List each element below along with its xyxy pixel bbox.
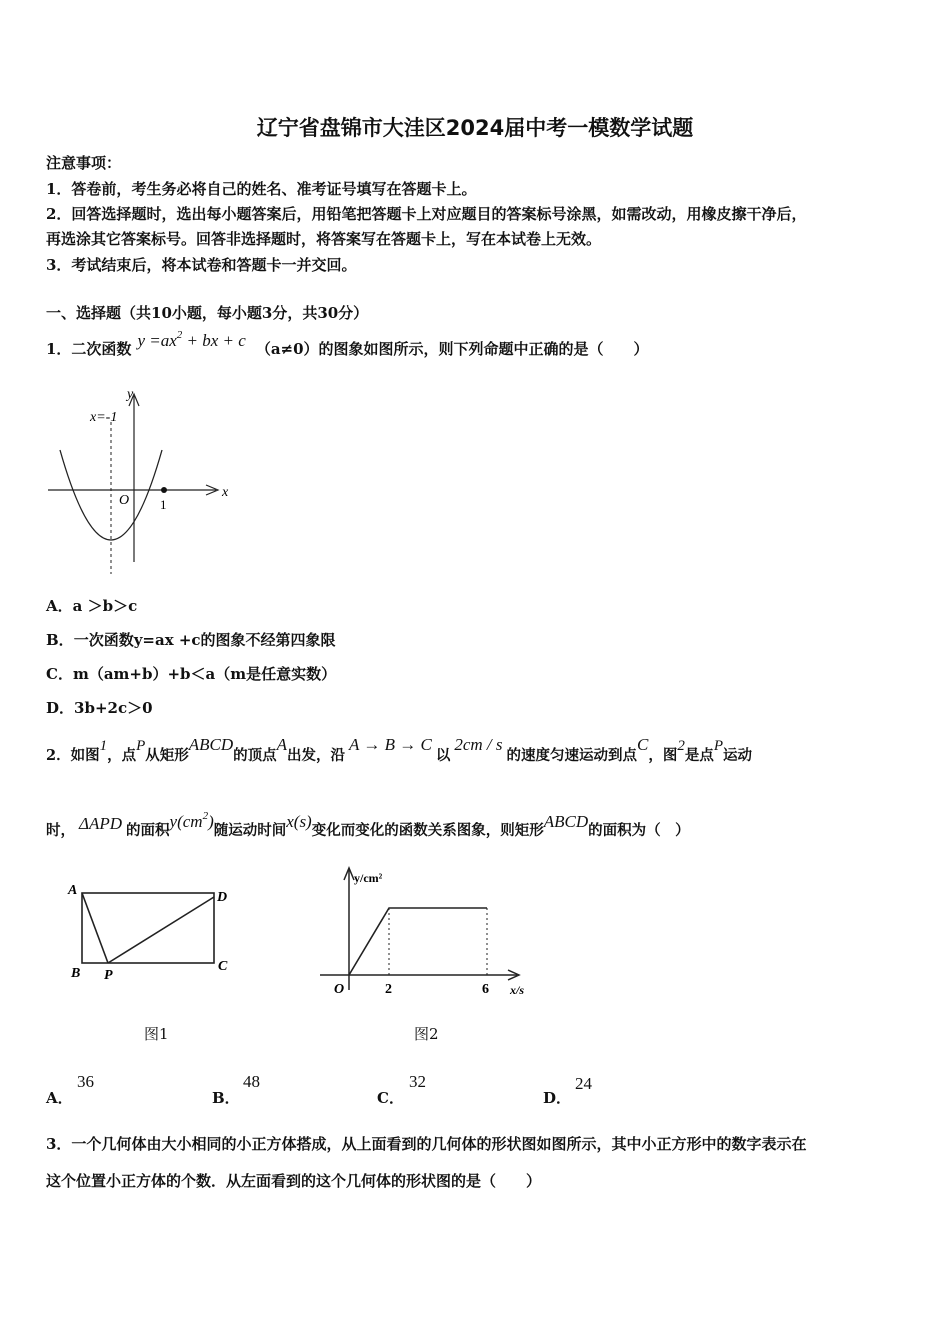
question-3-stem-line-2: 这个位置小正方体的个数．从左面看到的这个几何体的形状图的是（ ） [46,1172,542,1190]
q2-text: 随运动时间 [213,822,287,839]
option-text: a ＞b＞c [72,597,138,615]
q1-option-a [46,595,137,616]
q2-figure-2-graph [312,862,542,1002]
root-label: 1 [160,497,167,512]
q2-speed: 2cm / s [454,735,503,754]
q1-parabola-graph [44,382,244,577]
q2-fig2-ref: 2 [677,738,685,754]
y-axis-label: y [127,387,134,402]
notice-header: 注意事项： [46,154,122,172]
q1-suffix: 的图象如图所示，则下列命题中正确的是（ ） [318,340,649,358]
q1-option-b [46,629,336,650]
option-letter: C． [46,665,73,683]
q2-y-unit [170,812,214,831]
q2-triangle-apd: ΔAPD [79,814,123,833]
q2-text: 变化而变化的函数关系图象，则矩形 [311,822,544,839]
q2-point-c: C [637,735,649,754]
q2-y-unit-close: ) [208,812,214,831]
q2-y-unit-text: y(cm [169,812,203,831]
q2-text: ，图 [648,747,678,764]
q2-x-unit: x(s) [286,812,312,831]
q2-path: A → B → C [349,735,432,754]
label-a: A [68,883,78,898]
q2-rect-abcd: ABCD [543,812,589,831]
option-letter: A． [46,597,73,615]
q2-fig1-ref: 1 [99,738,108,754]
q2-text: 时， [46,822,75,839]
label-c: C [218,959,228,974]
q2-option-a-value: 36 [77,1072,94,1091]
label-b: B [71,966,81,981]
q2-text: 的面积 [126,822,170,839]
segment-ap [82,893,108,963]
q1-formula-part: y =ax [137,331,177,350]
question-2-stem-line-1 [46,735,753,765]
question-3-stem-line-1: 3．一个几何体由大小相同的小正方体搭成，从上面看到的几何体的形状图如图所示，其中小正方形中的数字表示在 [46,1135,807,1153]
q2-point-p: P [713,738,724,754]
q2-option-a-letter: A． [46,1089,73,1107]
label-d: D [217,890,228,905]
q1-formula [137,331,245,350]
q1-formula-exponent: 2 [176,329,183,341]
q2-point-p: P [136,738,146,754]
q2-text: 2．如图 [46,747,100,764]
notice-item-1: 1．答卷前，考生务必将自己的姓名、准考证号填写在答题卡上。 [46,180,477,198]
q2-text: 的顶点 [233,747,277,764]
section-heading: 一、选择题（共10小题，每小题3分，共30分） [46,304,369,322]
q1-option-d [46,697,153,718]
q2-option-c-value: 32 [409,1072,426,1091]
x-axis-label: x/s [510,983,525,997]
q2-text: 运动 [723,747,753,764]
q2-text: 出发，沿 [287,747,346,764]
notice-item-2-cont: 再选涂其它答案标号。回答非选择题时，将答案写在答题卡上，写在本试卷上无效。 [46,230,602,248]
option-text: 3b+2c＞0 [74,699,153,717]
x-axis-label: x [222,485,229,500]
option-letter: D． [46,699,75,717]
q2-text: 的面积为（ ） [588,822,690,839]
q2-text: 的速度匀速运动到点 [506,747,638,764]
q2-option-d-letter: D． [543,1089,572,1107]
symmetry-line-label: x=-1 [90,410,118,425]
question-1-stem [46,329,649,359]
q2-y-unit-exponent: 2 [202,810,209,822]
q2-option-b-letter: B． [212,1089,240,1107]
q2-point-a: A [276,735,288,754]
q2-text: 从矩形 [145,747,189,764]
area-function-line [349,908,487,975]
origin-label: O [334,982,345,997]
y-axis-label: y/cm² [354,871,383,885]
q2-text: 是点 [684,747,714,764]
notice-item-3: 3．考试结束后，将本试卷和答题卡一并交回。 [46,256,357,274]
segment-pd [108,897,214,963]
q1-formula-tail: + bx + c [182,331,246,350]
q1-condition: （a≠0） [255,340,319,358]
q2-option-b-value: 48 [243,1072,260,1091]
option-letter: B． [46,631,74,649]
q2-option-c-letter: C． [377,1089,404,1107]
q1-prefix: 1．二次函数 [46,340,132,358]
question-2-stem-line-2 [46,810,690,840]
tick-label-6: 6 [482,982,489,997]
figure-1-caption: 图1 [144,1025,169,1043]
option-text: 一次函数y=ax +c的图象不经第四象限 [73,631,336,649]
q2-text: ，点 [107,747,137,764]
q2-option-d-value: 24 [575,1074,592,1093]
root-point [161,487,167,493]
q2-rect-abcd: ABCD [188,735,234,754]
notice-item-2: 2．回答选择题时，选出每小题答案后，用铅笔把答题卡上对应题目的答案标号涂黑，如需改动，用橡皮擦干净后， [46,205,807,223]
origin-label: O [119,493,130,508]
q2-figure-1 [64,878,244,988]
q2-text: 以 [435,747,451,764]
figure-2-caption: 图2 [414,1025,439,1043]
page-title: 辽宁省盘锦市大洼区2024届中考一模数学试题 [256,116,694,140]
option-text: m（am+b）+b＜a（m是任意实数） [72,665,337,683]
label-p: P [104,968,113,983]
q1-option-c [46,663,336,684]
tick-label-2: 2 [385,982,392,997]
rectangle-abcd [82,893,214,963]
